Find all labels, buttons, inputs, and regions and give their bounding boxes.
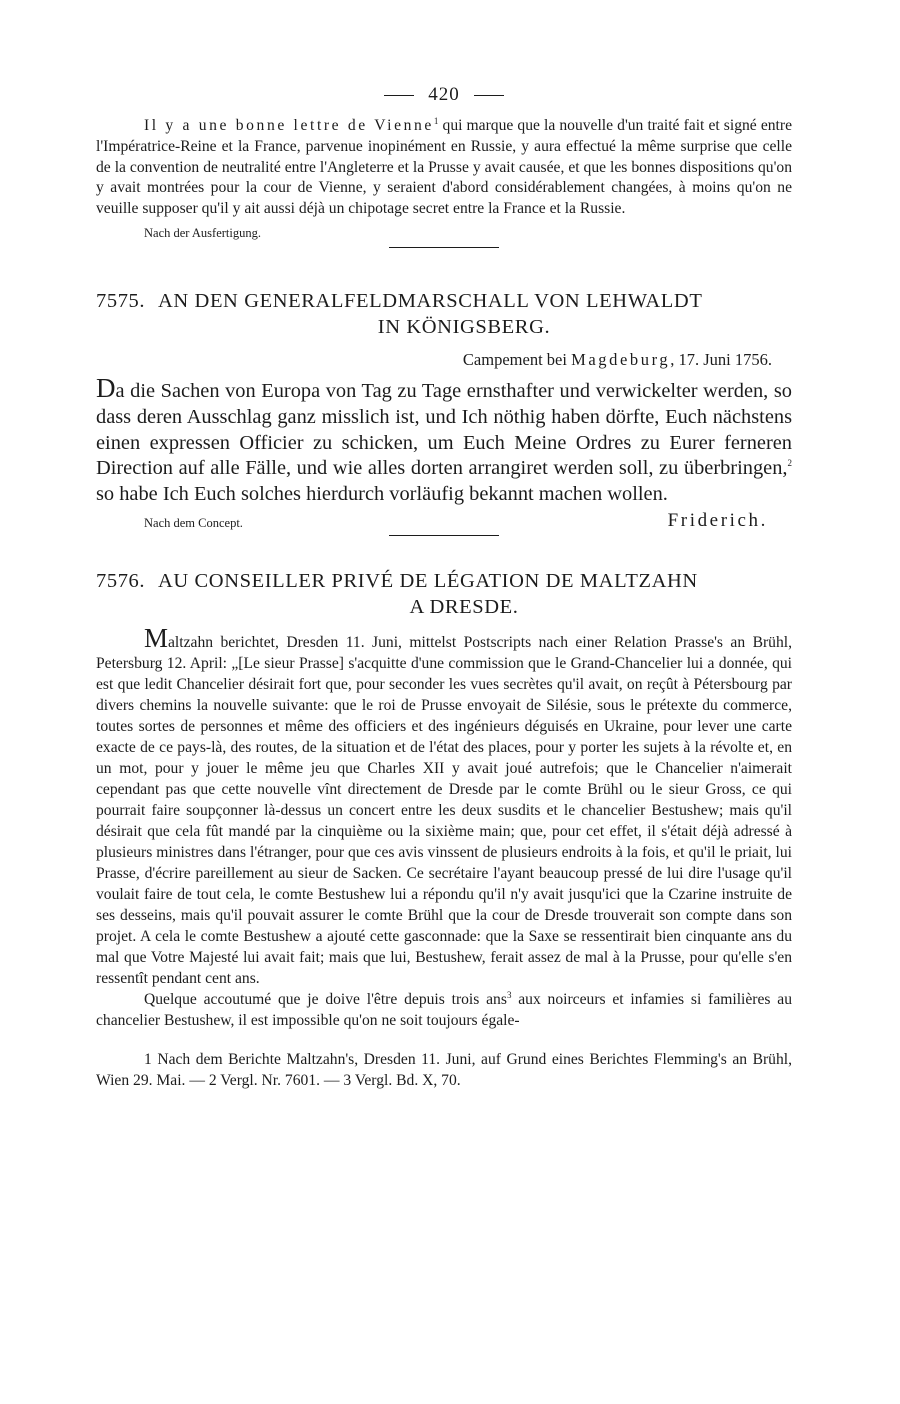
intro-paragraph: [96, 116, 792, 220]
place-date: , 17. Juni 1756.: [670, 349, 772, 369]
page-number-line: [96, 84, 792, 106]
intro-text: qui marque que la nouvelle d'un traité fait et signé entre l'Impératrice-Reine et la France, parvenue inopinément en Russie, y aura effectué la même surprise que celle de la convention de neutralité entre l'Angleterre et la Prusse y avait causée, et que les bonnes dispositions qu'on y avait montrées pour la cour de Vienne, y seraient d'abord considérablement changées, à moins qu'on ne veuille supposer qu'il y ait aussi déjà un chipotage secret entre la France et la Russie.: [96, 117, 792, 218]
letter-7576-title-line1: AU CONSEILLER PRIVÉ DE LÉGATION DE MALTZAHN: [158, 569, 698, 592]
letter-7575-source: Nach dem Concept.: [144, 515, 243, 530]
section-divider-2: [389, 535, 499, 536]
intro-lead: Il y a une bonne lettre de Vienne: [144, 117, 434, 134]
letter-7576-para2-end: aux noirceurs et infamies si familières au chancelier Bestushew, il est impossible qu'on ne soit toujours égale-: [96, 990, 792, 1029]
letter-7575-signature: Friderich.: [667, 509, 768, 531]
letter-7575-heading: [96, 288, 792, 340]
document-page: [96, 84, 792, 1107]
letter-7576-heading: [96, 568, 792, 620]
footnote-ref-3: 3: [506, 989, 512, 1000]
section-divider: [389, 247, 499, 248]
letter-7576-para1-text: altzahn berichtet, Dresden 11. Juni, mittelst Postscripts nach einer Relation Prasse's an Brühl, Petersburg 12. April: „[Le sieur Prasse] s'acquitte d'une commission que le Grand-Chancelier lui a donnée, qui est que ledit Chancelier désirait fort que, pour seconder les vues secrètes qu'il avait, on reçût à Pétersbourg par divers chemins la nouvelle suivante: que le roi de Prusse envoyait de Silésie, sous le prétexte du commerce, toutes sortes de personnes et même des officiers et des ingénieurs déguisés en Ukraine, pour lever une carte exacte de ce pays-là, des routes, de la situation et de l'état des places, pour y porter les sujets à la révolte et, en un mot, pour y jouer le même jeu que Charles XII y avait joué autrefois; que le Chancelier n'aimerait cependant pas que cette nouvelle vînt directement de Dresde par le comte Brühl ou le sieur Gross, ce qui pourrait faire soupçonner là-dessus un concert entre les deux susdits et le chancelier Bestushew; mais qu'il désirait que cela fût mandé par la cinquième ou la sixième main; que, pour cet effet, il s'était déjà adressé à plusieurs ministres dans l'étranger, pour que ces avis vinssent de plusieurs endroits à la fois, et qu'il le priait, lui Prasse, d'écrire pareillement au sieur de Sacken. Ce secrétaire l'ayant beaucoup pressé de lui dire l'usage qu'il voulait faire de tout cela, le comte Bestushew lui a répondu qu'il n'y avait jusqu'ici que la Czarine instruite de ses desseins, mais qu'il pouvait assurer le comte Brühl que la cour de Dresde trouverait son compte dans son projet. A cela le comte Bestushew a ajouté cette gasconnade: que la Saxe se ressentirait bien cinquante ans du mal que Votre Majesté lui avait fait; mais que lui, Bestushew, ferait assez de mal à la Prusse, pour qu'elle s'en ressentît pendant cent ans.: [96, 633, 792, 987]
place-prefix: Campement bei: [462, 349, 572, 369]
place-name: Magdeburg: [571, 349, 671, 369]
dash-left: [384, 95, 414, 96]
letter-7576-para2-text: Quelque accoutumé que je doive l'être depuis trois ans: [144, 990, 507, 1008]
letter-7576-para2: [96, 989, 792, 1031]
footnote-ref-1: 1: [433, 115, 439, 126]
letter-7575-footer: [96, 510, 792, 536]
letter-7575-dropcap: D: [96, 372, 116, 403]
letter-7575-place-date: [96, 350, 792, 370]
letter-7576-number: 7576.: [96, 569, 146, 592]
page-number: 420: [428, 84, 460, 105]
letter-7575-text-end: so habe Ich Euch solches hierdurch vorläufig bekannt machen wollen.: [96, 483, 668, 506]
letter-7575-body: [96, 372, 792, 508]
letter-7576-para1: [96, 622, 792, 989]
dash-right: [474, 95, 504, 96]
letter-7576-title-line2: A DRESDE.: [409, 595, 519, 618]
footnotes: 1 Nach dem Berichte Maltzahn's, Dresden 11. Juni, auf Grund eines Berichtes Flemming's an Brühl, Wien 29. Mai. — 2 Vergl. Nr. 7601. — 3 Vergl. Bd. X, 70.: [96, 1050, 792, 1089]
intro-source: Nach der Ausfertigung.: [144, 225, 261, 240]
footnote-ref-2: 2: [787, 458, 792, 469]
letter-7575-text: a die Sachen von Europa von Tag zu Tage ernsthafter und verwickelter werden, so dass deren Ausschlag ganz misslich ist, und Ich nöthig haben dörfte, Euch nächstens einen expressen Officier zu schicken, um Euch Meine Ordres zu Eurer ferneren Direction auf alle Fälle, und wie alles dorten arrangiret werden soll, zu überbringen,: [96, 379, 792, 480]
letter-7575-number: 7575.: [96, 289, 146, 312]
letter-7575-title-line2: IN KÖNIGSBERG.: [377, 315, 551, 338]
letter-7576-dropcap: M: [144, 622, 169, 653]
letter-7575-title-line1: AN DEN GENERALFELDMARSCHALL VON LEHWALDT: [158, 289, 703, 312]
